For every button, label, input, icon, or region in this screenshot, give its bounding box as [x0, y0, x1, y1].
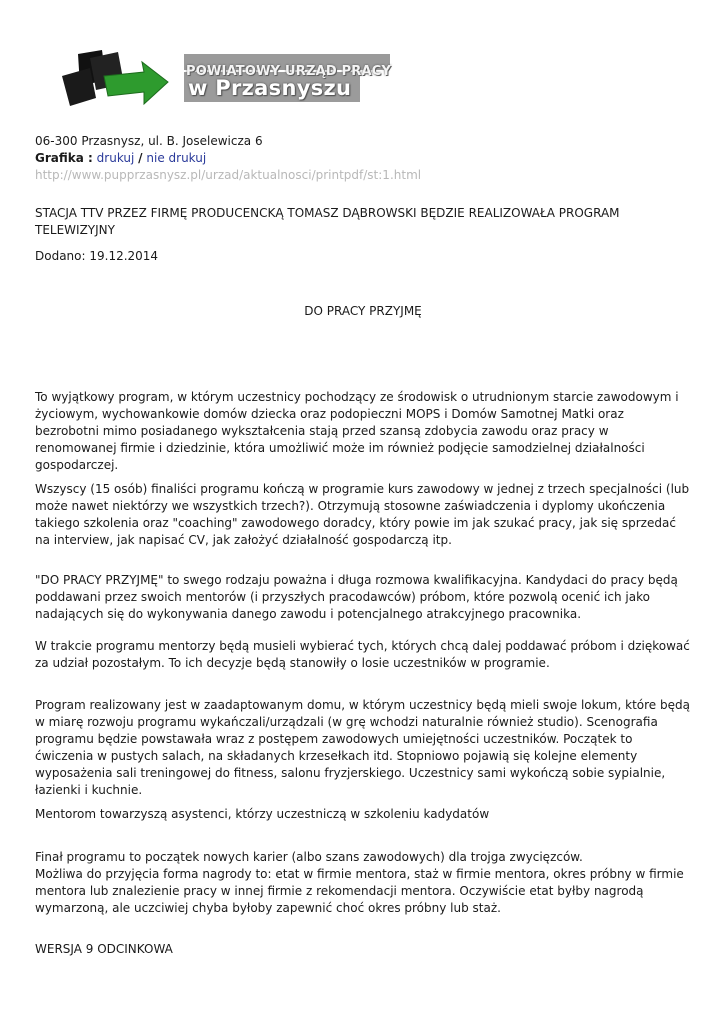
paragraph: Program realizowany jest w zaadaptowanym domu, w którym uczestnicy będą mieli swoje lokum, które będą w miarę rozwoju programu wykańczali/urządzali (w grę wchodzi naturalnie również studio). Scenografia programu będzie powstawała wraz z postępem zawodowych umiejętności uczestników. Początek to ćwiczenia w pustych salach, na składanych krzesełkach itd. Stopniowo pojawią się kolejne elementy wyposażenia sali treningowej do fitness, salonu fryzjerskiego. Uczestnicy sami wykończą sobie sypialnie, łazienki i kuchnie.: [35, 698, 690, 797]
paragraph: Mentorom towarzyszą asystenci, którzy uczestniczą w szkoleniu kadydatów: [35, 807, 490, 821]
paragraph: Finał programu to początek nowych karier (albo szans zawodowych) dla trojga zwycięzców.: [35, 850, 583, 864]
logo-line1: POWIATOWY URZĄD PRACY: [186, 64, 392, 79]
noprint-link[interactable]: nie drukuj: [146, 151, 207, 165]
paragraph: Wszyscy (15 osób) finaliści programu kończą w programie kurs zawodowy w jednej z trzech specjalności (lub może nawet niektórzy we wszystkich trzech?). Otrzymują stosowne zaświadczenia i dyplomy ukończenia takiego szkolenia oraz "coaching" zawodowego doradcy, który powie im jak szukać pracy, jak się sprzedać na interview, jak napisać CV, jak założyć działalność gospodarczą itp.: [35, 482, 690, 547]
print-link[interactable]: drukuj: [96, 151, 135, 165]
paragraph: W trakcie programu mentorzy będą musieli wybierać tych, których chcą dalej poddawać próbom i dziękować za udział pozostałym. To ich decyzje będą stanowiły o losie uczestników w programie.: [35, 639, 690, 670]
article-date: Dodano: 19.12.2014: [35, 249, 159, 263]
page-url: http://www.pupprzasnysz.pl/urzad/aktualnosci/printpdf/st:1.html: [35, 168, 422, 182]
paragraph: Możliwa do przyjęcia forma nagrody to: etat w firmie mentora, staż w firmie mentora, okres próbny w firmie mentora lub znalezienie pracy w innej firmie z rekomendacji mentora. Oczywiście etat byłby nagrodą wymarzoną, ale uczciwiej chyba byłoby zapewnić choć okres próbny lub staż.: [35, 867, 684, 915]
paragraph: To wyjątkowy program, w którym uczestnicy pochodzący ze środowisk o utrudnionym starcie zawodowym i życiowym, wychowankowie domów dziecka oraz podopieczni MOPS i Domów Samotnej Matki oraz bezrobotni mimo posiadanego wykształcenia stają przed szansą zdobycia zawodu oraz pracy w renomowanej firmie i dziedzinie, która umożliwić może im również podjęcie samodzielnej działalności gospodarczej.: [35, 390, 679, 472]
article-heading: DO PRACY PRZYJMĘ: [304, 304, 422, 318]
grafika-label: Grafika :: [35, 151, 93, 165]
paragraph: "DO PRACY PRZYJMĘ" to swego rodzaju poważna i długa rozmowa kwalifikacyjna. Kandydaci do pracy będą poddawani przez swoich mentorów (i przyszłych pracodawców) próbom, które pozwolą ocenić ich jako nadających się do wykonywania danego zawodu i potencjalnego atrakcyjnego pracownika.: [35, 573, 678, 621]
paragraph: WERSJA 9 ODCINKOWA: [35, 942, 173, 956]
link-separator: /: [138, 151, 143, 165]
article-title: STACJA TTV PRZEZ FIRMĘ PRODUCENCKĄ TOMASZ DĄBROWSKI BĘDZIE REALIZOWAŁA PROGRAM TELEWIZYJNY: [35, 206, 620, 237]
grafika-row: [35, 150, 691, 167]
logo-line2: w Przasnyszu: [188, 76, 352, 100]
address: 06-300 Przasnysz, ul. B. Joselewicza 6: [35, 134, 263, 148]
